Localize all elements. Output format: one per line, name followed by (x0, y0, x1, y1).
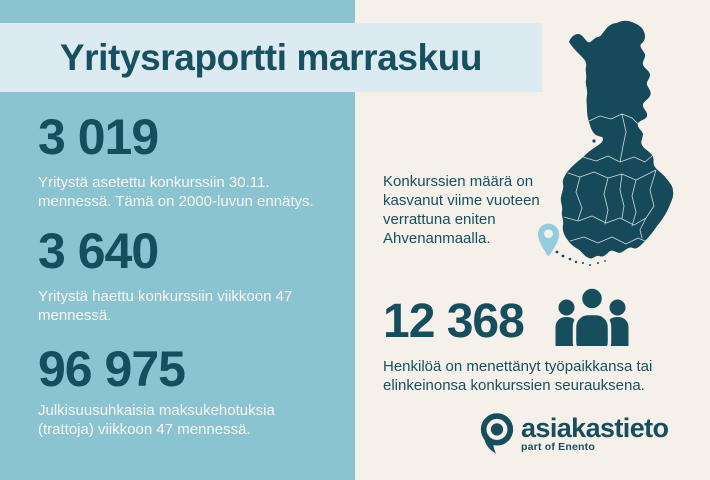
people-group-icon (554, 286, 630, 346)
stat-bankruptcies-filed: 3 640 (38, 223, 159, 279)
stat-jobs-lost: 12 368 (383, 295, 524, 348)
title-banner (0, 23, 542, 92)
stat-payment-notices-caption: Julkisuusuhkaisia maksukehotuksia (trattoja) viikkoon 47 mennessä. (38, 402, 275, 438)
page-title: Yritysraportti marraskuu (59, 36, 483, 78)
stat-bankruptcies-declared-caption: Yritystä asetettu konkurssiin 30.11. mennessä. Tämä on 2000-luvun ennätys. (38, 174, 314, 210)
stat-payment-notices: 96 975 (38, 341, 185, 397)
finland-map-icon (542, 20, 708, 272)
stat-bankruptcies-declared: 3 019 (38, 109, 159, 165)
logo-tagline: part of Enento (521, 441, 595, 453)
asiakastieto-logo (479, 413, 668, 454)
speech-bubble-ring-icon (479, 413, 517, 454)
logo-wordmark: asiakastieto (521, 413, 669, 443)
map-note-text: Konkurssien määrä on kasvanut viime vuoteen verrattuna eniten Ahvenanmaalla. (383, 173, 540, 247)
logo-text-block (521, 413, 668, 453)
location-pin-icon (536, 222, 561, 258)
stat-bankruptcies-filed-caption: Yritystä haettu konkurssiin viikkoon 47 mennessä. (38, 288, 293, 324)
stat-jobs-lost-caption: Henkilöä on menettänyt työpaikkansa tai elinkeinonsa konkurssien seurauksena. (383, 358, 653, 394)
